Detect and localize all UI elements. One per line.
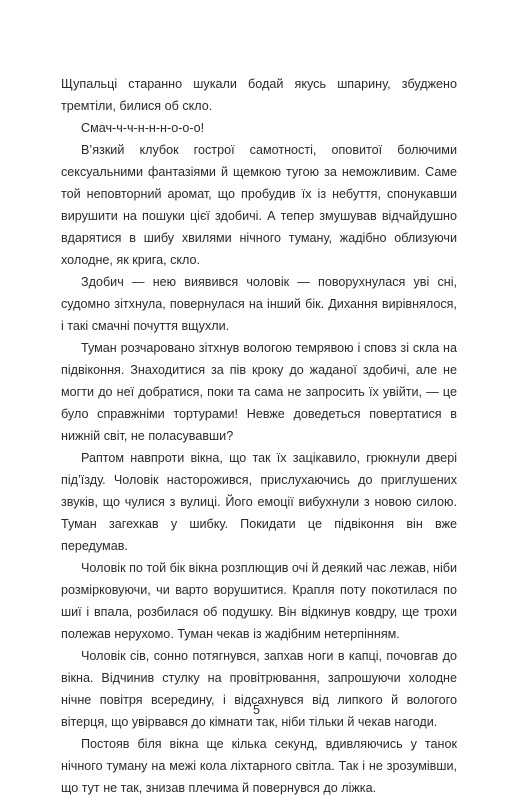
- paragraph: Чоловік сів, сонно потягнувся, запхав ноги в капці, почовгав до вікна. Відчинив стулку на провітрювання, запрошуючи холодне нічне повітря всередину, і відсахнувся від липкого й вологого вітерця, що увірвався до кімнати так, ніби тільки й чекав нагоди.: [61, 649, 457, 729]
- paragraph: Туман розчаровано зітхнув вологою темрявою і сповз зі скла на підвіконня. Знаходитися за пів кроку до жаданої здобичі, але не могти до неї добратися, поки та сама не запросить їх увійти, — це було справжніми тортурами! Невже доведеться повертатися в нижній світ, не поласувавши?: [61, 341, 457, 443]
- paragraph: В’язкий клубок гострої самотності, оповитої болючими сексуальними фантазіями й щемкою тугою за неможливим. Саме той неповторний аромат, що пробудив їх із небуття, спонукавши вирушити на пошуки цієї здобичі. А тепер змушував відчайдушно вдарятися в шибу хвилями нічного туману, жадібно облизуючи холодне, як крига, скло.: [61, 143, 457, 267]
- paragraph: Здобич — нею виявився чоловік — поворухнулася уві сні, судомно зітхнула, повернулася на інший бік. Дихання вирівнялося, і такі смачні почуття вщухли.: [61, 275, 457, 333]
- paragraph: Постояв біля вікна ще кілька секунд, вдивляючись у танок нічного туману на межі кола ліхтарного світла. Так і не зрозумівши, що тут не так, знизав плечима й повернувся до ліжка.: [61, 737, 457, 795]
- paragraph: Щупальці старанно шукали бодай якусь шпарину, збуджено тремтіли, билися об скло.: [61, 77, 457, 113]
- paragraph: Чоловік по той бік вікна розплющив очі й деякий час лежав, ніби розмірковуючи, чи варто ворушитися. Крапля поту покотилася по шиї і впала, розбилася об подушку. Він відкинув ковдру, ще трохи полежав нерухомо. Туман чекав із жадібним нетерпінням.: [61, 561, 457, 641]
- paragraph: Раптом навпроти вікна, що так їх зацікавило, грюкнули двері під’їзду. Чоловік насторожився, прислухаючись до приглушених звуків, що чулися з вулиці. Його емоції вибухнули з новою силою. Туман загехкав у шибку. Покидати це підвіконня він вже передумав.: [61, 451, 457, 553]
- body-text: [61, 73, 457, 799]
- page-number: 5: [252, 703, 260, 717]
- paragraph: Смач-ч-ч-н-н-н-о-о-о!: [81, 121, 205, 135]
